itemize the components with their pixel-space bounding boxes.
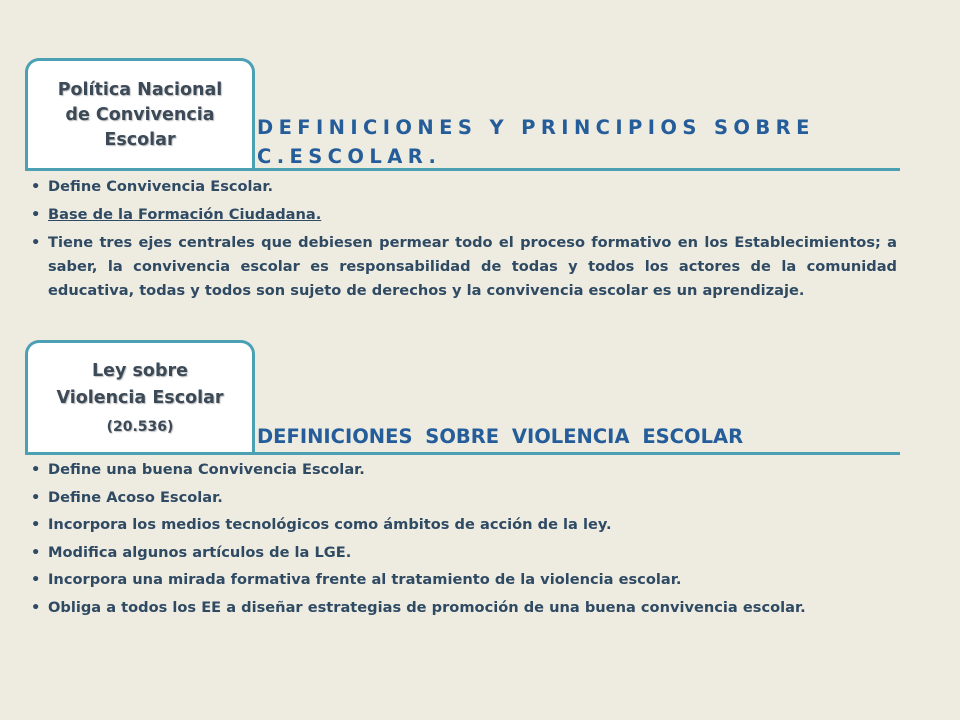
policy-tab-line: de Convivencia	[65, 105, 215, 125]
list-item-text: Tiene tres ejes centrales que debiesen permear todo el proceso formativo en los Establecimientos; a saber, la convivencia escolar es responsabilidad de todas y todos los actores de la comunidad educativa, todas y todos son sujeto de derechos y la convivencia escolar es un aprendizaje.	[48, 234, 897, 299]
section2-divider	[25, 452, 900, 455]
law-tab	[25, 340, 255, 453]
law-number: (20.536)	[106, 419, 174, 435]
list-item	[31, 175, 897, 199]
law-tab-line: Violencia Escolar	[56, 388, 224, 408]
list-item	[31, 566, 897, 594]
list-item-text: Base de la Formación Ciudadana.	[48, 206, 322, 223]
policy-tab-line: Escolar	[104, 130, 176, 150]
list-item-text: Define Acoso Escolar.	[48, 488, 223, 506]
list-item	[31, 231, 897, 303]
list-item-text: Define Convivencia Escolar.	[48, 178, 274, 195]
list-item-text: Incorpora una mirada formativa frente al tratamiento de la violencia escolar.	[48, 571, 682, 588]
section2-bullet-list	[31, 456, 897, 621]
list-item	[31, 511, 897, 539]
list-item	[31, 539, 897, 567]
law-tab-line: Ley sobre	[92, 361, 188, 381]
list-item-text: Modifica algunos artículos de la LGE.	[48, 543, 352, 561]
list-item-text: Define una buena Convivencia Escolar.	[48, 461, 365, 478]
section1-divider	[25, 168, 900, 171]
list-item-text: Obliga a todos los EE a diseñar estrategias de promoción de una buena convivencia escolar.	[48, 598, 806, 616]
section1-heading	[257, 113, 897, 171]
section1-heading-line1: DEFINICIONES Y PRINCIPIOS SOBRE	[257, 116, 815, 139]
list-item	[31, 484, 897, 512]
policy-tab	[25, 58, 255, 170]
list-item	[31, 594, 897, 622]
section1-bullet-list	[31, 175, 897, 307]
policy-tab-line: Política Nacional	[57, 80, 223, 100]
section2-heading: DEFINICIONES SOBRE VIOLENCIA ESCOLAR	[257, 425, 744, 448]
section1-heading-line2: C.ESCOLAR.	[257, 145, 442, 168]
list-item	[31, 203, 897, 227]
list-item	[31, 456, 897, 484]
list-item-text: Incorpora los medios tecnológicos como ámbitos de acción de la ley.	[48, 516, 612, 533]
